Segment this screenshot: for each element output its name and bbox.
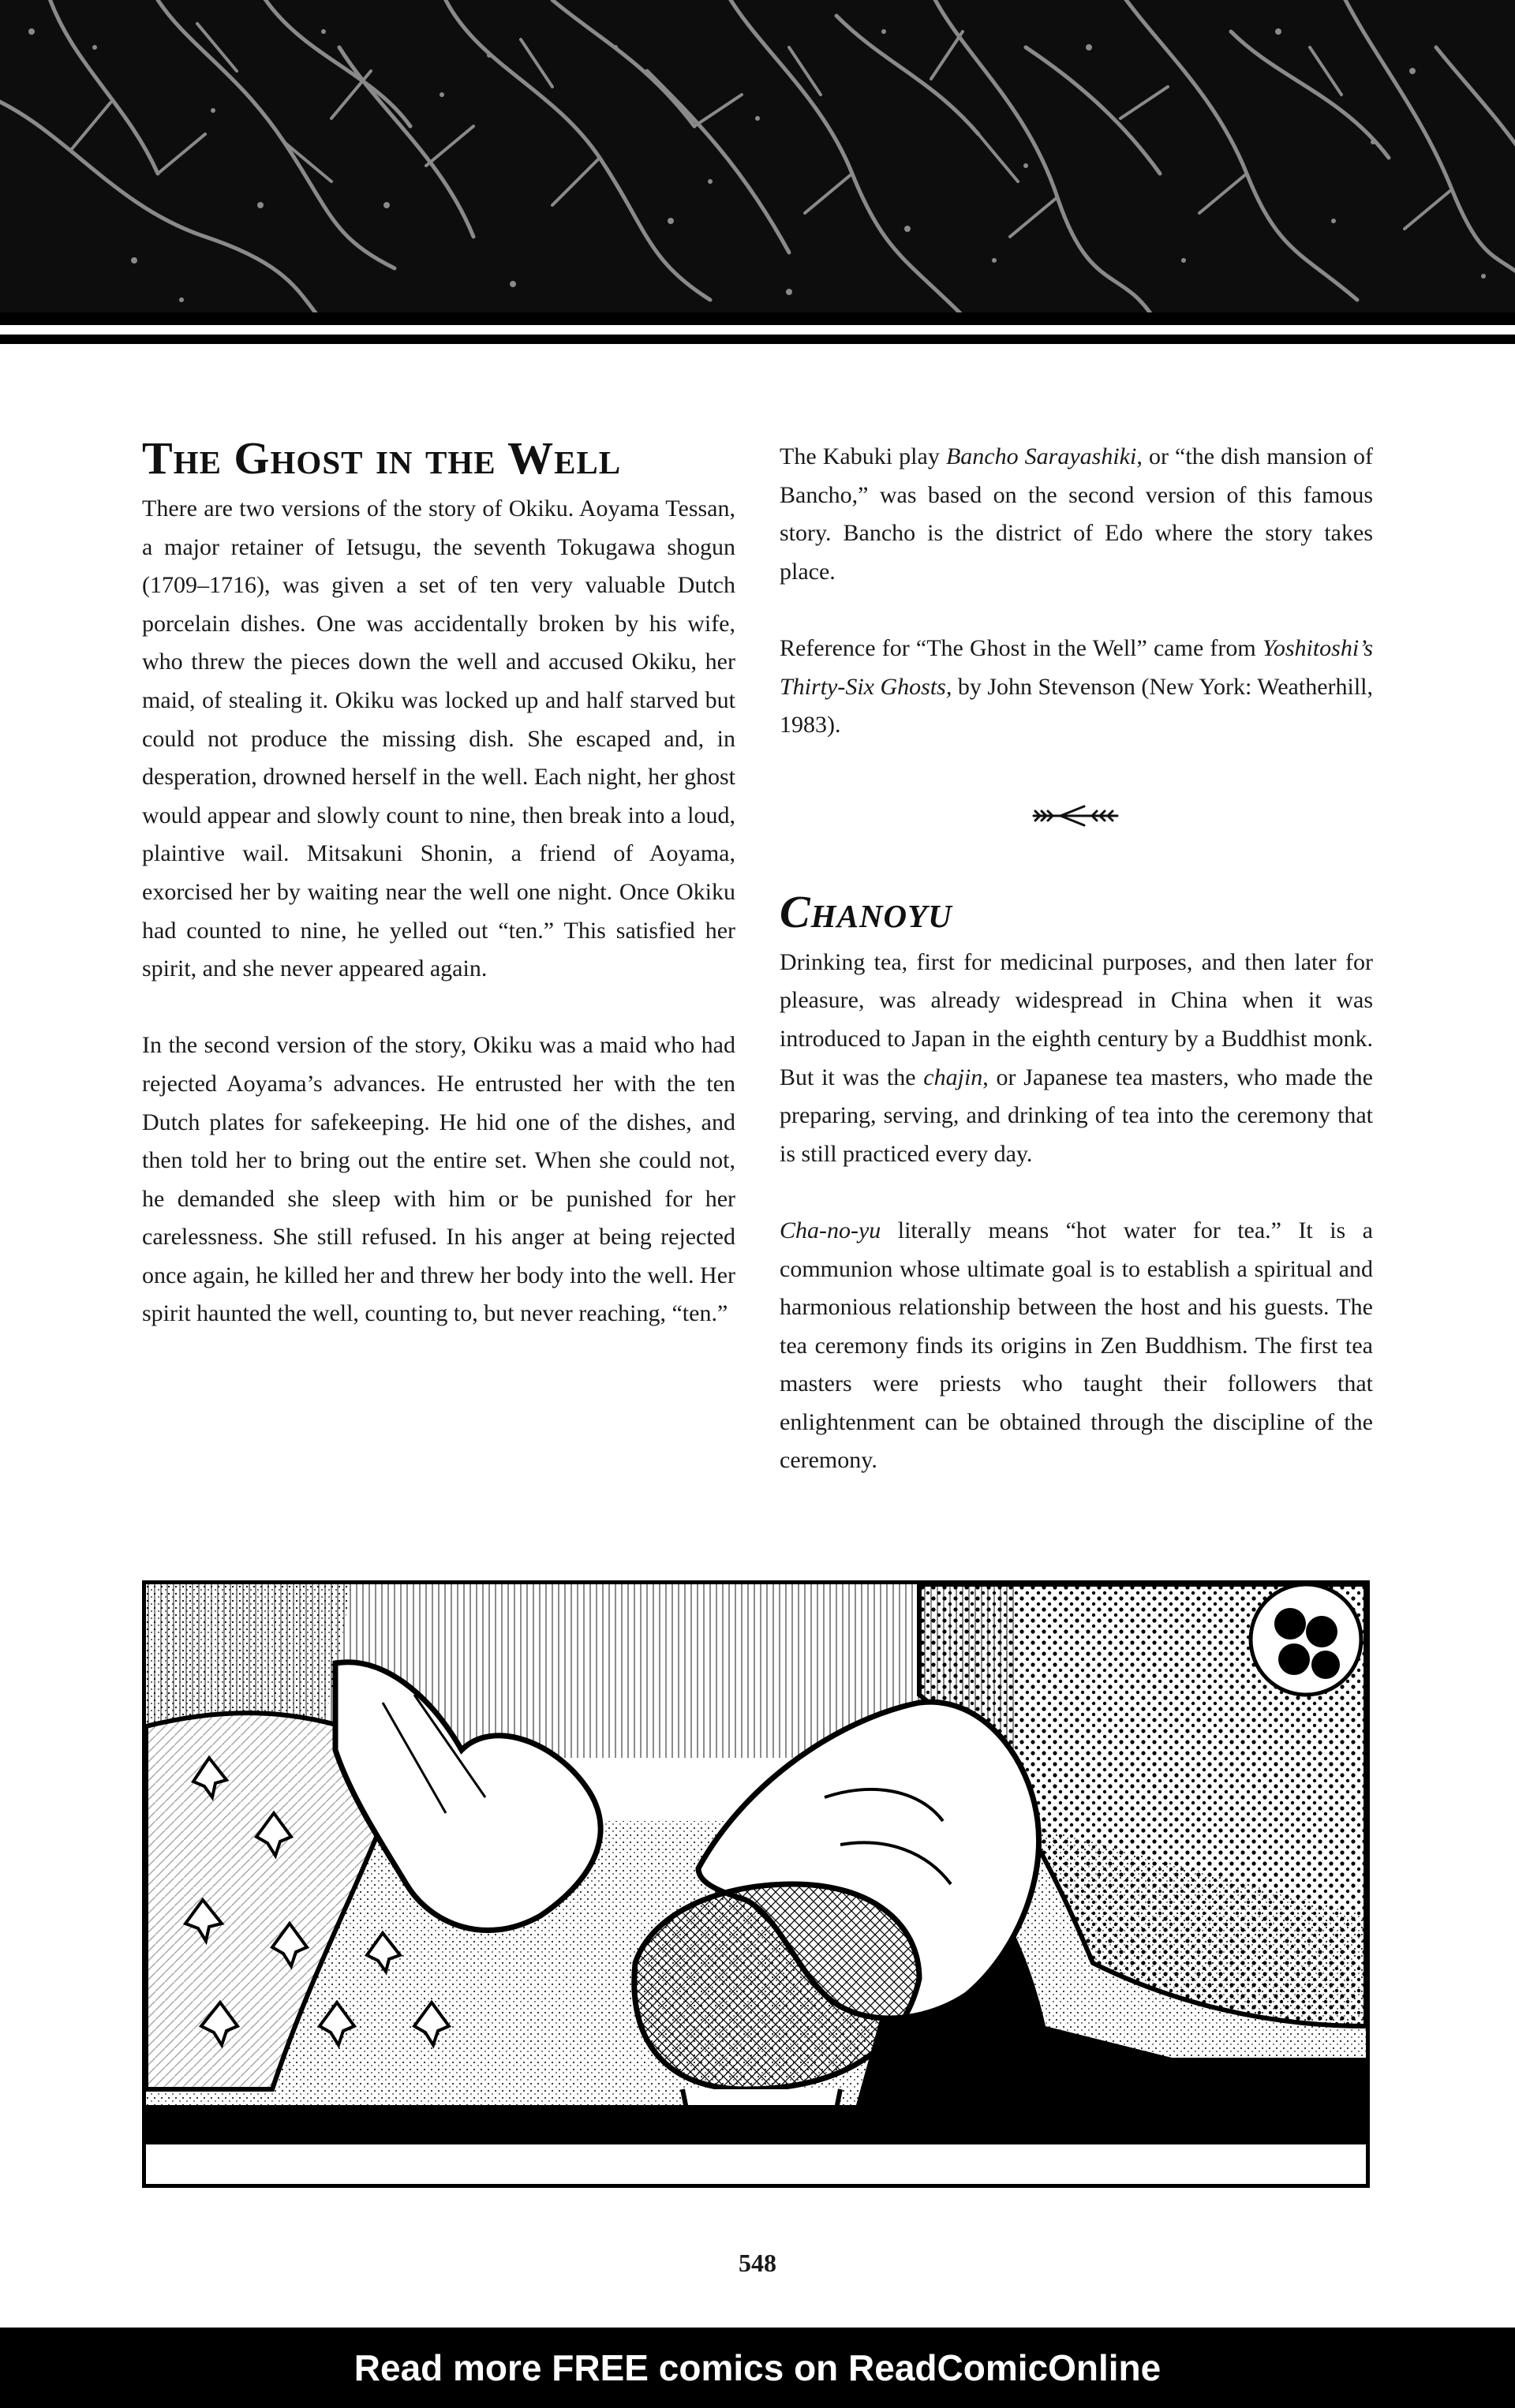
sprig-ornament-icon (1029, 800, 1124, 832)
cha-no-yu-term: Cha-no-yu (780, 1217, 881, 1243)
reference-book-title: Yoshitoshi’s Thirty-Six Ghosts, (780, 634, 1373, 700)
banner-rule-thin (0, 335, 1515, 344)
left-column (142, 430, 735, 1333)
ornament-divider (780, 800, 1373, 832)
reference-paragraph: Reference for “The Ghost in the Well” came from Yoshitoshi’s Thirty-Six Ghosts, by John Stevenson (New York: Weatherhill, 1983). (780, 634, 1374, 738)
kabuki-play-title: Bancho Sarayashiki (945, 443, 1137, 469)
banner-rule-thick (0, 312, 1515, 325)
footer-promo-link[interactable]: Read more FREE comics on ReadComicOnline (0, 2328, 1515, 2408)
ghost-paragraph-1: There are two versions of the story of Okiku. Aoyama Tessan, a major retainer of Ietsugu, the seventh Tokugawa shogun (1709–1716), was given a set of ten very valuable Dutch porcelain dishes. One was accidentally broken by his wife, who threw the pieces down the well and accused Okiku, her maid, of stealing it. Okiku was locked up and half starved but could not produce the missing dish. She escaped and, in desperation, drowned herself in the well. Each night, her ghost would appear and slowly count to nine, then break into a loud, plaintive wail. Mitsakuni Shonin, a friend of Aoyama, exorcised her by waiting near the well one night. Once Okiku had counted to nine, he yelled out “ten.” This satisfied her spirit, and she never appeared again. (142, 495, 735, 982)
tea-ceremony-illustration-panel (142, 1580, 1370, 2188)
page-number: 548 (739, 2249, 776, 2277)
chajin-term: chajin (923, 1064, 983, 1090)
chanoyu-title: Chanoyu (780, 885, 952, 937)
ghost-in-the-well-title: The Ghost in the Well (142, 432, 622, 484)
right-column (780, 438, 1373, 1480)
tea-bowl-hands-illustration (146, 1584, 1366, 2184)
branch-pattern-banner (0, 0, 1515, 312)
branch-pattern-illustration (0, 0, 1515, 312)
kabuki-paragraph: The Kabuki play Bancho Sarayashiki, or “the dish mansion of Bancho,” was based on the second version of this famous story. Bancho is the district of Edo where the story takes place. (780, 443, 1373, 585)
chanoyu-paragraph-2: Cha-no-yu literally means “hot water for tea.” It is a communion whose ultimate goal is to establish a spiritual and harmonious relationship between the host and his guests. The tea ceremony finds its origins in Zen Buddhism. The first tea masters were priests who taught their followers that enlightenment can be obtained through the discipline of the ceremony. (780, 1217, 1373, 1474)
chanoyu-paragraph-1: Drinking tea, first for medicinal purposes, and then later for pleasure, was already widespread in China when it was introduced to Japan in the eighth century by a Buddhist monk. But it was the chajin, or Japanese tea masters, who made the preparing, serving, and drinking of tea into the ceremony that is still practiced every day. (780, 948, 1373, 1167)
ghost-paragraph-2: In the second version of the story, Okiku was a maid who had rejected Aoyama’s advances. He entrusted her with the ten Dutch plates for safekeeping. He hid one of the dishes, and then told her to bring out the entire set. When she could not, he demanded she sleep with him or be punished for her carelessness. She still refused. In his anger at being rejected once again, he killed her and threw her body into the well. Her spirit haunted the well, counting to, but never reaching, “ten.” (142, 1032, 735, 1327)
